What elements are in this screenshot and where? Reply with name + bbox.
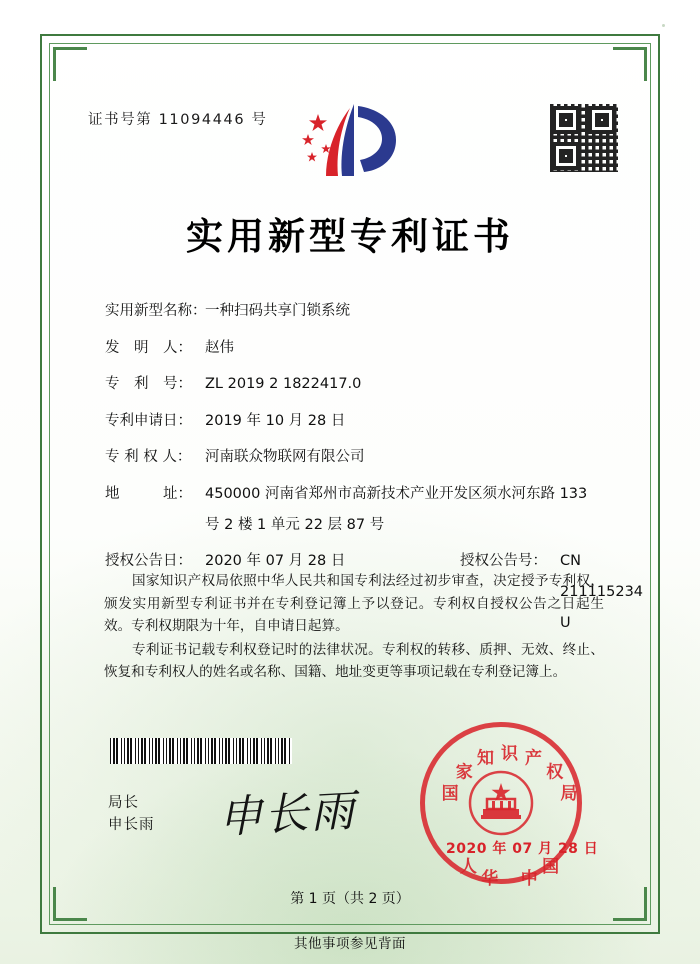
signature-block (108, 792, 155, 836)
field-label: 专 利 号： (105, 376, 192, 392)
field-row-utility-model-name (105, 296, 605, 327)
certificate-number: 证书号第 11094446 号 (88, 112, 268, 128)
field-label: 专利申请日： (105, 412, 192, 429)
footer-note: 其他事项参见背面 (294, 936, 406, 952)
field-row-patent-number (105, 369, 605, 400)
field-value: 450000 河南省郑州市高新技术产业开发区须水河东路 133 (205, 485, 588, 502)
field-row-application-date (105, 406, 605, 437)
seal-date: 2020 年 07 月 28 日 (446, 841, 599, 857)
field-value: 2019 年 10 月 28 日 (205, 412, 346, 429)
corner-ornament-top-left (53, 47, 87, 81)
field-value-line2: 号 2 楼 1 单元 22 层 87 号 (205, 516, 385, 533)
field-row-address (105, 479, 605, 541)
legal-paragraph-1: 国家知识产权局依照中华人民共和国专利法经过初步审查，决定授予专利权，颁发实用新型专利证书并在专利登记簿上予以登记。专利权自授权公告之日起生效。专利权期限为十年，自申请日起算。 (104, 573, 604, 634)
field-value: 一种扫码共享门锁系统 (205, 303, 350, 319)
field-row-inventor (105, 333, 605, 364)
field-value: ZL 2019 2 1822417.0 (205, 376, 362, 392)
field-row-patentee (105, 442, 605, 473)
corner-ornament-top-right (613, 47, 647, 81)
field-label: 授权公告日： (105, 553, 192, 569)
barcode (110, 738, 292, 764)
field-label: 地 址： (105, 485, 192, 502)
official-seal (420, 722, 582, 889)
page-number: 第 1 页（共 2 页） (290, 891, 410, 907)
field-label: 发 明 人： (105, 339, 192, 356)
handwritten-signature: 申长雨 (216, 785, 358, 844)
field-label: 实用新型名称： (105, 303, 207, 319)
director-name: 申长雨 (108, 817, 155, 833)
legal-paragraph-2: 专利证书记载专利权登记时的法律状况。专利权的转移、质押、无效、终止、恢复和专利权人的姓名或名称、国籍、地址变更等事项记载在专利登记簿上。 (104, 641, 604, 680)
announcement-number-label: 授权公告号： (460, 553, 547, 569)
paper-speck (662, 24, 665, 27)
qr-code (550, 104, 618, 172)
field-value: 河南联众物联网有限公司 (205, 449, 365, 465)
field-label: 专 利 权 人： (105, 449, 192, 465)
cnipa-logo-icon (296, 100, 412, 182)
seal-text: 国 家 知 识 产 权 局 国 中 华 人 (441, 744, 578, 889)
page-title: 实用新型专利证书 (186, 215, 514, 258)
legal-text (104, 570, 604, 685)
director-title: 局长 (108, 795, 139, 811)
field-value: 2020 年 07 月 28 日 (205, 553, 346, 569)
field-value: 赵伟 (205, 339, 234, 356)
announcement-number-value: CN 211115234 U (560, 553, 644, 631)
field-value-wrapper (205, 479, 605, 541)
